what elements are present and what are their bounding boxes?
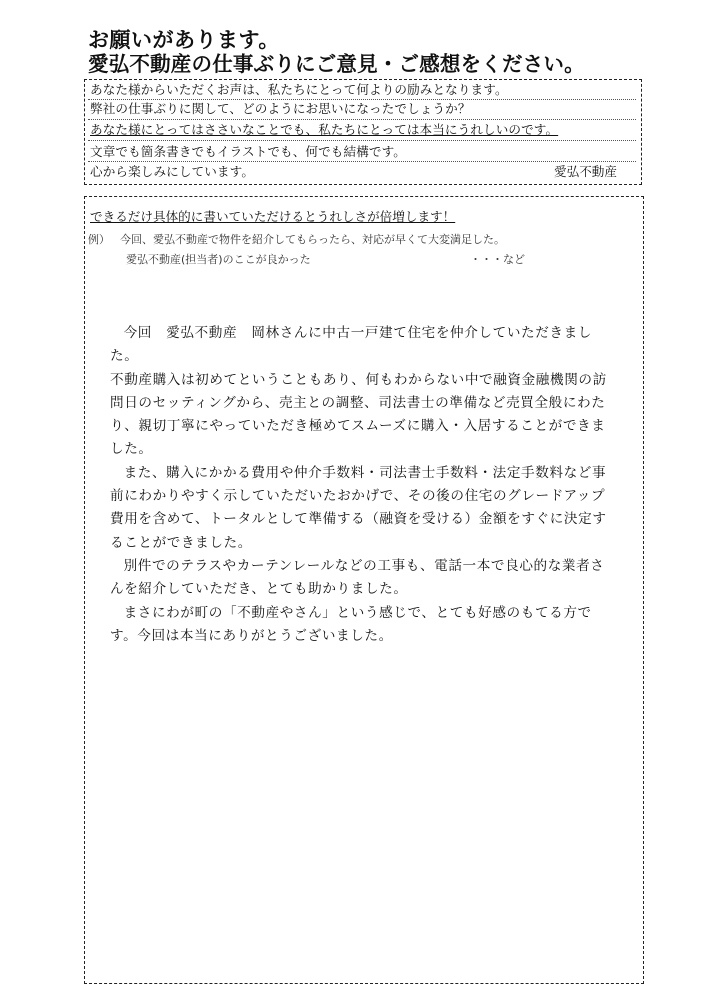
example-line-2: 愛弘不動産(担当者)のここが良かった <box>126 253 311 266</box>
comment-lead: できるだけ具体的に書いていただけるとうれしさが倍増します！ <box>90 209 456 224</box>
intro-line-5: 心から楽しみにしています。 <box>90 164 255 179</box>
comment-paragraph: 今回 愛弘不動産 岡林さんに中古一戸建て住宅を仲介していただきました。 <box>110 325 592 365</box>
intro-line-3-text: あなた様にとってはささいなことでも、私たちにとっては本当にうれしいのです。 <box>90 122 559 137</box>
page-subtitle: 愛弘不動産の仕事ぶりにご意見・ご感想をください。 <box>88 52 585 76</box>
comment-paragraph: また、購入にかかる費用や仲介手数料・司法書士手数料・法定手数料など事前にわかりやすく示していただいたおかげで、その後の住宅のグレードアップ費用を含めて、トータルとして準備する（融資を受ける）金額をすぐに決定することができました。 <box>110 464 607 551</box>
page-title: お願いがあります。 <box>88 27 280 52</box>
example-end: ・・・など <box>470 253 525 266</box>
intro-line-4: 文章でも箇条書きでもイラストでも、何でも結構です。 <box>90 144 406 159</box>
example-label: 例） <box>88 233 110 246</box>
intro-line-1: あなた様からいただくお声は、私たちにとって何よりの励みとなります。 <box>90 82 508 97</box>
intro-line-3 <box>90 122 558 138</box>
intro-line-2: 弊社の仕事ぶりに関して、どのようにお思いになったでしょうか？ <box>90 101 471 116</box>
intro-rule <box>88 99 636 100</box>
comment-paragraph: 不動産購入は初めてということもあり、何もわからない中で融資金融機関の訪問日のセッティングから、売主との調整、司法書士の準備など売買全般にわたり、親切丁寧にやっていただき極めてスムーズに購入・入居することができました。 <box>110 371 607 458</box>
comment-body <box>110 322 610 648</box>
comment-paragraph: 別件でのテラスやカーテンレールなどの工事も、電話一本で良心的な業者さんを紹介していただき、とても助かりました。 <box>110 557 605 598</box>
intro-rule <box>88 140 636 141</box>
example-line-1: 今回、愛弘不動産で物件を紹介してもらったら、対応が早くて大変満足した。 <box>120 233 505 246</box>
intro-rule <box>88 161 636 162</box>
comment-paragraph: まさにわが町の「不動産やさん」という感じで、とても好感のもてる方です。今回は本当にありがとうございました。 <box>110 604 592 644</box>
intro-rule <box>88 119 636 120</box>
company-name: 愛弘不動産 <box>554 164 617 179</box>
